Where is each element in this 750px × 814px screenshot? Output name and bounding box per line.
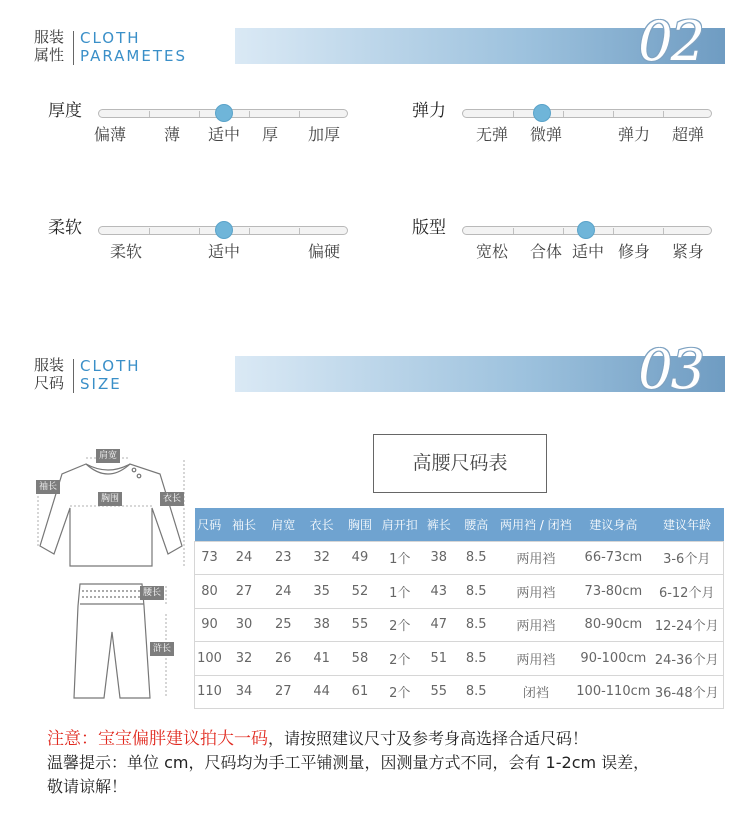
slider-fit (412, 217, 722, 277)
table-row (195, 575, 724, 609)
slider-tick (299, 228, 300, 234)
slider-knob (215, 104, 233, 122)
table-cell: 100-110cm (576, 675, 650, 709)
table-cell: 49 (341, 541, 379, 575)
table-cell: 8.5 (457, 541, 495, 575)
label-waist: 腰长 (140, 586, 164, 600)
section-number: 03 (638, 338, 703, 401)
note-line-1-rest: ，请按照建议尺寸及参考身高选择合适尺码！ (268, 729, 589, 748)
section-cn-title (34, 28, 70, 64)
slider-tick (663, 111, 664, 117)
slider-thickness (48, 100, 358, 160)
table-cell: 2个 (379, 675, 420, 709)
cn-line-1: 服装 (34, 356, 65, 374)
slider-option: 微弹 (529, 125, 563, 144)
table-cell: 24 (224, 541, 264, 575)
garment-illustration (36, 446, 191, 716)
table-cell: 两用裆 (495, 575, 576, 609)
table-cell: 43 (420, 575, 457, 609)
section-en-title (80, 357, 141, 393)
slider-option: 偏薄 (93, 125, 127, 144)
header-bar (235, 10, 725, 73)
table-cell: 2个 (379, 608, 420, 642)
table-cell: 34 (224, 675, 264, 709)
table-cell: 两用裆 (495, 541, 576, 575)
section-cn-title (34, 356, 70, 392)
slider-option: 无弹 (475, 125, 509, 144)
table-cell: 80 (195, 575, 225, 609)
divider (73, 359, 74, 393)
table-cell: 12-24个月 (650, 608, 723, 642)
slider-option: 薄 (163, 125, 181, 144)
table-cell: 26 (264, 642, 302, 676)
slider-tick (613, 111, 614, 117)
notes (47, 727, 737, 799)
en-line-1: CLOTH (80, 29, 141, 47)
table-cell: 27 (264, 675, 302, 709)
table-cell: 8.5 (457, 675, 495, 709)
label-length: 衣长 (160, 492, 184, 506)
slider-label: 弹力 (412, 101, 446, 121)
slider-tick (149, 111, 150, 117)
table-cell: 6-12个月 (650, 575, 723, 609)
table-header-cell: 袖长 (224, 508, 264, 541)
slider-option: 偏硬 (307, 242, 341, 261)
table-cell: 8.5 (457, 608, 495, 642)
table-header-cell: 肩宽 (264, 508, 302, 541)
slider-option: 适中 (207, 242, 241, 261)
slider-tick (199, 111, 200, 117)
table-cell: 52 (341, 575, 379, 609)
label-shoulder: 肩宽 (96, 449, 120, 463)
table-cell: 35 (302, 575, 340, 609)
label-sleeve: 袖长 (36, 480, 60, 494)
slider-option: 适中 (571, 242, 605, 261)
table-row (195, 541, 724, 575)
cn-line-1: 服装 (34, 28, 65, 46)
table-cell: 两用裆 (495, 642, 576, 676)
slider-option: 紧身 (671, 242, 705, 261)
table-header-cell: 胸围 (341, 508, 379, 541)
size-table-title-box (373, 434, 547, 493)
slider-tick (149, 228, 150, 234)
note-line-3: 敬请谅解！ (47, 777, 128, 796)
slider-tick (513, 111, 514, 117)
table-cell: 25 (264, 608, 302, 642)
table-cell: 110 (195, 675, 225, 709)
divider (73, 31, 74, 65)
table-cell: 41 (302, 642, 340, 676)
table-cell: 90 (195, 608, 225, 642)
slider-tick (199, 228, 200, 234)
table-cell: 闭裆 (495, 675, 576, 709)
slider-elasticity (412, 100, 722, 160)
header-bar (235, 338, 725, 401)
table-cell: 32 (224, 642, 264, 676)
table-header-cell: 建议年龄 (650, 508, 723, 541)
slider-label: 厚度 (48, 101, 82, 121)
size-table (194, 508, 724, 709)
table-cell: 2个 (379, 642, 420, 676)
slider-option: 弹力 (617, 125, 651, 144)
table-row (195, 608, 724, 642)
en-line-2: SIZE (80, 375, 122, 393)
table-cell: 55 (341, 608, 379, 642)
section-header-size (0, 338, 750, 416)
label-chest: 胸围 (98, 492, 122, 506)
table-header-cell: 腰高 (457, 508, 495, 541)
label-crotch: 浒长 (150, 642, 174, 656)
table-cell: 27 (224, 575, 264, 609)
table-cell: 73-80cm (576, 575, 650, 609)
table-cell: 32 (302, 541, 340, 575)
slider-option: 厚 (261, 125, 279, 144)
slider-tick (613, 228, 614, 234)
slider-knob (577, 221, 595, 239)
table-header-cell: 两用裆 / 闭裆 (495, 508, 576, 541)
slider-tick (563, 228, 564, 234)
table-cell: 55 (420, 675, 457, 709)
slider-label: 版型 (412, 218, 446, 238)
slider-option: 合体 (529, 242, 563, 261)
slider-tick (663, 228, 664, 234)
table-cell: 51 (420, 642, 457, 676)
slider-option: 加厚 (307, 125, 341, 144)
table-header-row (195, 508, 724, 541)
section-header-attributes (0, 10, 750, 88)
table-cell: 8.5 (457, 642, 495, 676)
table-cell: 24 (264, 575, 302, 609)
slider-option: 修身 (617, 242, 651, 261)
table-cell: 100 (195, 642, 225, 676)
size-table-title: 高腰尺码表 (412, 452, 508, 474)
slider-option: 宽松 (475, 242, 509, 261)
slider-tick (249, 111, 250, 117)
table-cell: 66-73cm (576, 541, 650, 575)
table-row (195, 675, 724, 709)
table-cell: 36-48个月 (650, 675, 723, 709)
note-line-2: 温馨提示：单位 cm，尺码均为手工平铺测量，因测量方式不同，会有 1-2cm 误差， (47, 753, 650, 772)
slider-option: 适中 (207, 125, 241, 144)
slider-tick (249, 228, 250, 234)
table-header-cell: 裤长 (420, 508, 457, 541)
table-cell: 1个 (379, 575, 420, 609)
table-cell: 90-100cm (576, 642, 650, 676)
slider-knob (533, 104, 551, 122)
table-cell: 61 (341, 675, 379, 709)
table-cell: 8.5 (457, 575, 495, 609)
table-header-cell: 建议身高 (576, 508, 650, 541)
table-cell: 44 (302, 675, 340, 709)
table-cell: 30 (224, 608, 264, 642)
cn-line-2: 属性 (34, 46, 65, 64)
table-header-cell: 衣长 (302, 508, 340, 541)
table-header-cell: 尺码 (195, 508, 225, 541)
table-body (195, 541, 724, 709)
slider-tick (299, 111, 300, 117)
table-cell: 38 (420, 541, 457, 575)
slider-softness (48, 217, 358, 277)
slider-tick (563, 111, 564, 117)
slider-option: 柔软 (109, 242, 143, 261)
slider-tick (513, 228, 514, 234)
table-cell: 73 (195, 541, 225, 575)
table-cell: 80-90cm (576, 608, 650, 642)
table-row (195, 642, 724, 676)
slider-knob (215, 221, 233, 239)
en-line-1: CLOTH (80, 357, 141, 375)
warning-text: 注意：宝宝偏胖建议拍大一码 (47, 729, 268, 749)
slider-option: 超弹 (671, 125, 705, 144)
en-line-2: PARAMETES (80, 47, 188, 65)
table-cell: 23 (264, 541, 302, 575)
cn-line-2: 尺码 (34, 374, 65, 392)
table-cell: 1个 (379, 541, 420, 575)
table-cell: 24-36个月 (650, 642, 723, 676)
note-line-1 (47, 727, 737, 751)
slider-track (462, 109, 712, 118)
slider-label: 柔软 (48, 218, 82, 238)
table-cell: 58 (341, 642, 379, 676)
section-en-title (80, 29, 187, 65)
table-header-cell: 肩开扣 (379, 508, 420, 541)
table-cell: 38 (302, 608, 340, 642)
table-cell: 3-6个月 (650, 541, 723, 575)
table-cell: 47 (420, 608, 457, 642)
section-number: 02 (638, 10, 703, 73)
table-cell: 两用裆 (495, 608, 576, 642)
